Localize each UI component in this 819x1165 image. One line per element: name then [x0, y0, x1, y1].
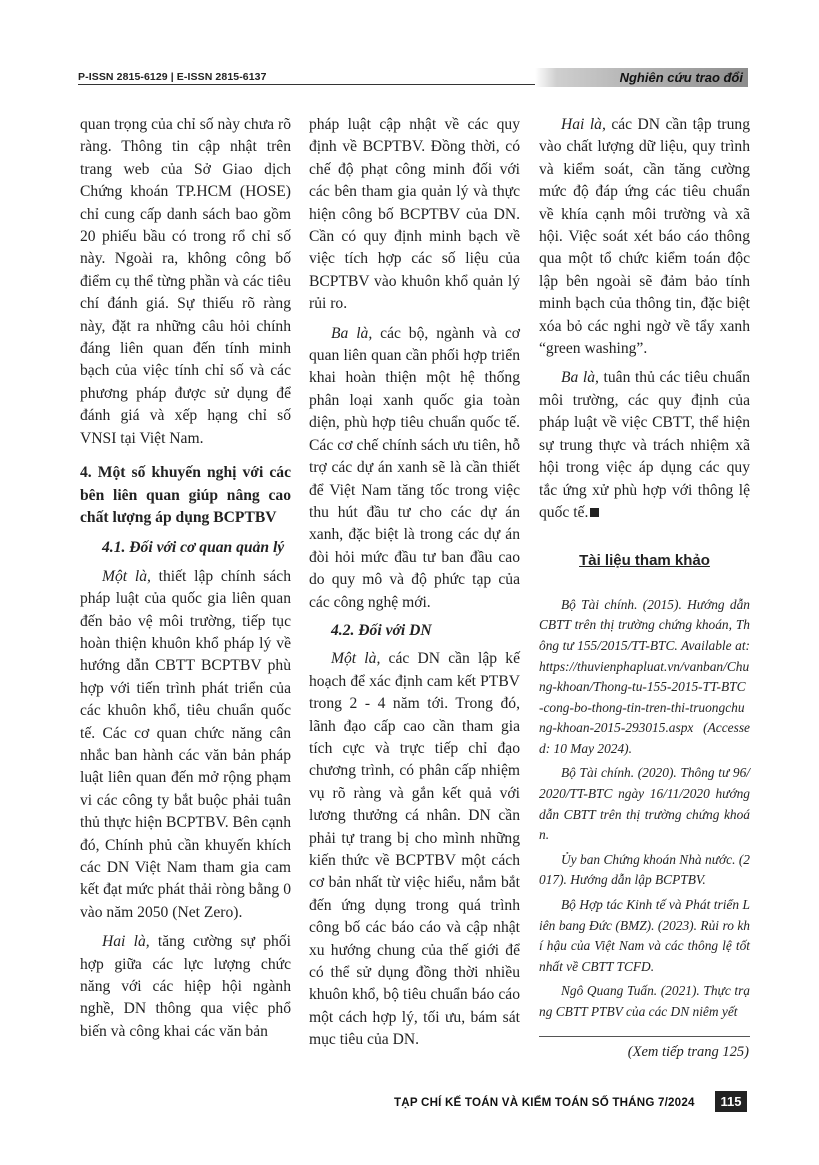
- paragraph-text: thiết lập chính sách pháp luật của quốc gia liên quan đến bảo vệ môi trường, tiếp tục hoàn thiện khuôn khổ pháp lý về hướng dẫn CBTT BCPTBV phù hợp với tiến trình phát triển của các khuôn khổ, tiêu chuẩn quốc tế. Các cơ quan chức năng cân nhắc ban hành các văn bản pháp luật liên quan đến mở rộng phạm vi các công ty bắt buộc phải tuân thủ thực hiện BCPTBV. Bên cạnh đó, Chính phủ cần khuyến khích các DN Việt Nam tham gia cam kết đạt mức phát thải ròng bằng 0 vào năm 2050 (Net Zero).: [80, 567, 292, 921]
- paragraph-lead: Hai là,: [102, 933, 150, 951]
- references-header: [539, 550, 750, 572]
- paragraph-lead: Hai là,: [561, 116, 606, 133]
- paragraph-text: các bộ, ngành và cơ quan liên quan cần phối hợp triển khai hoàn thiện một hệ thống phân loại xanh quốc gia toàn diện, phù hợp tiêu chuẩn quốc tế. Các cơ chế chính sách ưu tiên, hỗ trợ các dự án xanh sẽ là cần thiết để Việt Nam tăng tốc trong việc thu hút đầu tư cho các dự án xanh, đặc biệt là trong các dự án đòi hỏi mức đầu tư ban đầu cao do quy mô và độ phức tạp của các công nghệ mới.: [309, 324, 520, 611]
- subsection-heading: 4.1. Đối với cơ quan quản lý: [102, 539, 285, 557]
- end-mark-icon: [590, 508, 599, 517]
- continued-note: (Xem tiếp trang 125): [627, 1044, 749, 1060]
- journal-footer: TẠP CHÍ KẾ TOÁN VÀ KIỂM TOÁN SỐ THÁNG 7/2024: [394, 1096, 695, 1109]
- column-3: [539, 114, 750, 1027]
- subsection-heading: 4.2. Đối với DN: [331, 621, 432, 639]
- paragraph-lead: Ba là,: [561, 369, 599, 387]
- paragraph-text: các DN cần lập kế hoạch để xác định cam kết PTBV trong 2 - 4 năm tới. Trong đó, lãnh đạo cấp cao cần tham gia tích cực và trực tiếp chỉ đạo chương trình, có phân cấp nhiệm vụ rõ ràng và gắn kết quả với lương thưởng cá nhân. DN cần phải tự trang bị cho mình những kiến thức về BCPTBV một cách cơ bản nhất từ việc hiểu, nắm bắt đến ứng dụng trong quá trình công bố các báo cáo và cập nhật xu hướng chung của thế giới để có thể sử dụng đồng thời nhiều khuôn khổ, bộ tiêu chuẩn báo cáo một cách hợp lý, tối ưu, bám sát mục tiêu của DN.: [309, 650, 521, 1049]
- paragraph: [80, 931, 291, 1043]
- page-number: 115: [715, 1091, 747, 1112]
- references-title: Tài liệu tham khảo: [579, 552, 710, 570]
- reference-item: Bộ Tài chính. (2015). Hướng dẫn CBTT trên thị trường chứng khoán, Thông tư 155/2015/TT-BTC. Available at:https://thuvienphapluat.vn/vanban/Chung-khoan/Thong-tu-155-2015-TT-BTC-cong-bo-thong-tin-tren-thi-truongchung-khoan-2015-293015.aspx (Accessed: 10 May 2024).: [539, 596, 750, 756]
- issn-label: P-ISSN 2815-6129 | E-ISSN 2815-6137: [78, 71, 267, 83]
- column-2: [309, 114, 520, 1052]
- paragraph-text: tuân thủ các tiêu chuẩn môi trường, các quy định của pháp luật về việc CBTT, thể hiện sự trung thực và trách nhiệm xã hội trong việc áp dụng các quy tắc ứng xử phù hợp với thông lệ quốc tế.: [539, 369, 750, 521]
- paragraph-text: các DN cần tập trung vào chất lượng dữ liệu, quy trình và kiểm soát, cần tăng cường mức độ đáp ứng các tiêu chuẩn về khía cạnh môi trường và xã hội. Việc soát xét báo cáo thông qua một tổ chức kiểm toán độc lập bên ngoài sẽ đảm bảo tính minh bạch của thông tin, đặc biệt xóa bỏ các nghi ngờ về tẩy xanh “green washing”.: [539, 116, 750, 358]
- reference-item: Bộ Hợp tác Kinh tế và Phát triển Liên bang Đức (BMZ). (2023). Rủi ro khí hậu của Việt Nam và các thông lệ tốt nhất về CBTT TCFD.: [539, 897, 750, 974]
- paragraph: [309, 648, 520, 1051]
- reference-item: Ngô Quang Tuấn. (2021). Thực trạng CBTT PTBV của các DN niêm yết: [539, 983, 750, 1019]
- section-tag: [535, 68, 748, 87]
- paragraph: [80, 566, 291, 925]
- paragraph-text: tăng cường sự phối hợp giữa các lực lượng chức năng với các hiệp hội ngành nghề, DN thông qua việc phổ biến và công khai các văn bản: [80, 933, 291, 1040]
- column-1: [80, 114, 291, 1043]
- paragraph-lead: Ba là,: [331, 324, 373, 342]
- paragraph: [309, 323, 520, 614]
- paragraph: [539, 367, 750, 524]
- paragraph-lead: Một là,: [102, 567, 151, 585]
- paragraph-lead: Một là,: [331, 650, 381, 668]
- section-tag-label: Nghiên cứu trao đổi: [619, 70, 743, 85]
- paragraph: pháp luật cập nhật về các quy định về BCPTBV. Đồng thời, có chế độ phạt công minh đối với các bên tham gia quản lý và thực hiện công bố BCPTBV của DN. Cần có quy định minh bạch về việc tích hợp các số liệu của BCPTBV vào khuôn khổ quản lý rủi ro.: [309, 116, 520, 313]
- paragraph: [539, 114, 750, 360]
- reference-item: Ủy ban Chứng khoán Nhà nước. (2017). Hướng dẫn lập BCPTBV.: [539, 851, 750, 888]
- references-list: [539, 595, 750, 1023]
- page-header: [0, 0, 819, 110]
- section-heading: 4. Một số khuyến nghị với các bên liên quan giúp nâng cao chất lượng áp dụng BCPTBV: [80, 464, 291, 526]
- paragraph: quan trọng của chỉ số này chưa rõ ràng. Thông tin cập nhật trên trang web của Sở Giao dịch Chứng khoán TP.HCM (HOSE) chỉ cung cấp danh sách bao gồm 20 phiếu bầu có trong rổ chỉ số này. Ngoài ra, không công bố điểm cụ thể từng phần và các tiêu chí đánh giá. Sự thiếu rõ ràng này, đặt ra những câu hỏi chính đáng liên quan đến tính minh bạch của việc tính chỉ số và các phương pháp được sử dụng để đánh giá và xếp hạng chỉ số VNSI tại Việt Nam.: [80, 116, 291, 447]
- reference-item: Bộ Tài chính. (2020). Thông tư 96/2020/TT-BTC ngày 16/11/2020 hướng dẫn CBTT trên thị trường chứng khoán.: [539, 765, 750, 843]
- continued-rule: [539, 1036, 750, 1037]
